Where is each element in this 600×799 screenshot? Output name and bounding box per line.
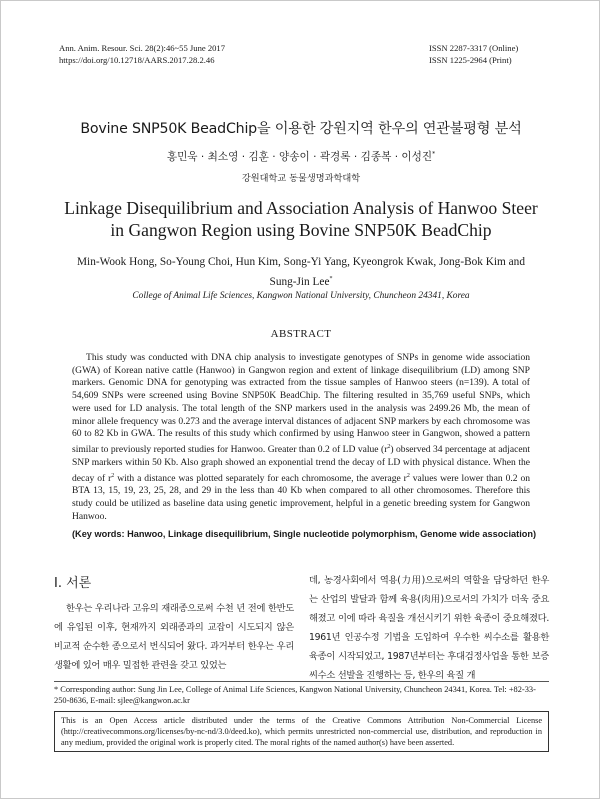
english-title: Linkage Disequilibrium and Association Analysis of Hanwoo Steer in Gangwon Region using Bovine SNP50K BeadChip (64, 198, 538, 240)
intro-right-column (309, 571, 549, 685)
english-authors (61, 254, 541, 291)
korean-affiliation: 강원대학교 동물생명과학대학 (241, 173, 361, 184)
english-authors-line2: Sung-Jin Lee (269, 275, 330, 288)
intro-left-text: 한우는 우리나라 고유의 재래종으로써 수천 년 전에 한반도에 유입된 이후, 현재까지 외래종과의 교잡이 시도되지 않은 비교적 순수한 종으로서 번식되어 왔다. 과거부터 한우는 우리 생활에 있어 매우 밀접한 관련을 갖고 있었는 (54, 603, 294, 671)
intro-right-text: 데, 농경사회에서 역용(力用)으로써의 역할을 담당하던 한우는 산업의 발달과 함께 육용(肉用)으로서의 가치가 더욱 중요해졌고 이에 따라 육질을 개선시키기 위한 육종이 중요해졌다. 1961년 인공수정 기법을 도입하여 우수한 씨수소를 활용한 육종이 시작되었고, 1987년부터는 후대검정사업을 통한 보증씨수소 선발을 진행하는 등, 한우의 육질 개 (309, 575, 549, 681)
journal-header (59, 43, 225, 66)
abstract-paragraph (72, 352, 530, 523)
sup-2: 2 (387, 443, 391, 450)
corresponding-mark: * (432, 150, 436, 158)
footnote-divider (54, 681, 549, 682)
korean-author-list: 홍민욱 · 최소영 · 김훈 · 양송이 · 곽경록 · 김종복 · 이성진 (166, 151, 433, 163)
intro-left-column (54, 599, 294, 675)
english-authors-line1: Min-Wook Hong, So-Young Choi, Hun Kim, Song-Yi Yang, Kyeongrok Kwak, Jong-Bok Kim and (77, 256, 525, 268)
issn-print: ISSN 1225-2964 (Print) (429, 54, 512, 65)
corresponding-mark-en: * (329, 276, 333, 282)
license-box: This is an Open Access article distributed under the terms of the Creative Commons Attribution Non-Commercial License (http://creativecommons.org/licenses/by-nc-nd/3.0/deed.ko), which permits unrestricted non-commercial use, distribution, and reproduction in any medium, provided the original work is properly cited. The moral rights of the named author(s) have been asserted. (54, 711, 549, 752)
sup-2: 2 (406, 472, 410, 479)
abstract-text-d: values were lower than 0.2 on BTA 13, 15, 19, 23, 25, 28, and 29 in the less than 40 Kb when compared to all other chromosomes. Therefore this study could be utilized as baseline data using genetic improvement, helpful in a genetic breeding system for Gangwon Hanwoo. (72, 472, 531, 522)
keywords: (Key words: Hanwoo, Linkage disequilibrium, Single nucleotide polymorphism, Genome wide association) (72, 529, 537, 539)
abstract-heading: ABSTRACT (270, 328, 332, 340)
sup-2: 2 (111, 472, 115, 479)
korean-title: Bovine SNP50K BeadChip을 이용한 강원지역 한우의 연관불평형 분석 (80, 121, 522, 137)
issn-block (429, 43, 518, 66)
doi-link[interactable]: https://doi.org/10.12718/AARS.2017.28.2.46 (59, 54, 215, 65)
abstract-text-b: ) observed 34 percentage at adjacent SNP markers within 50 Kb. Also graph showed an exponential trend the decay of LD with physical distance. When the decay of r (72, 444, 530, 484)
abstract-body (72, 352, 530, 523)
issn-online: ISSN 2287-3317 (Online) (429, 43, 519, 53)
english-affiliation: College of Animal Life Sciences, Kangwon National University, Chuncheon 24341, Korea (132, 291, 470, 301)
abstract-text-a: This study was conducted with DNA chip analysis to investigate genotypes of SNPs in genome wide association (GWA) of Korean native cattle (Hanwoo) in Gangwon region and extent of linkage disequilibrium (LD) among SNP markers. Genomic DNA for genotyping was extracted from the tissue samples of Hanwoo steers (n=139). A total of 54,609 SNPs were screened using Bovine SNP50K BeadChip. The filtering resulted in 35,769 useful SNPs, which were used for LD analysis. The total length of the SNP markers used in the analysis was 2499.26 Mb, the mean of minor allele frequency was 0.273 and the average interval distances of adjacent SNP markers by each chromosome was 60 to 82 Kb in GWA. The results of this study which confirmed by using Hanwoo steer in Gangwon, showed a pattern similar to previously reported studies for Hanwoo. Greater than 0.2 of LD value (r (72, 352, 530, 456)
korean-authors (1, 149, 600, 164)
journal-citation: Ann. Anim. Resour. Sci. 28(2):46~55 June 2017 (59, 43, 226, 53)
abstract-text-c: with a distance was plotted separately for each chromosome, the average r (114, 472, 407, 484)
section-heading-intro: Ⅰ. 서론 (54, 576, 92, 591)
english-authors-line2-wrap (61, 271, 541, 291)
corresponding-footnote: * Corresponding author: Sung Jin Lee, College of Animal Life Sciences, Kangwon National University, Chuncheon 24341, Korea. Tel: +82-33-250-8636, E-mail: sjlee@kangwon.ac.kr (54, 685, 536, 705)
